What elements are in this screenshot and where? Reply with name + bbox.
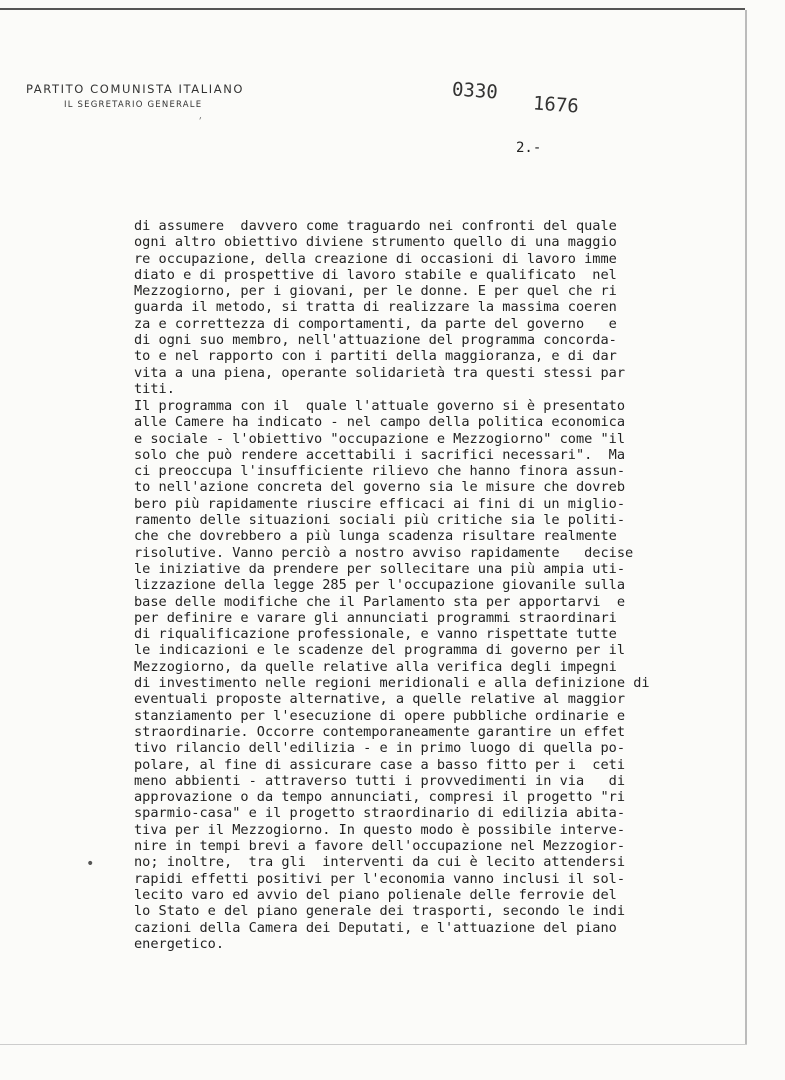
text-line: di riqualificazione professionale, e vanno rispettate tutte xyxy=(134,626,617,643)
text-line: no; inoltre, tra gli interventi da cui è lecito attendersi xyxy=(134,854,626,871)
text-line: di investimento nelle regioni meridionali e alla definizione di xyxy=(134,675,650,692)
text-line: base delle modifiche che il Parlamento sta per apportarvi e xyxy=(134,593,626,610)
text-line: eventuali proposte alternative, a quelle relative al maggior xyxy=(134,691,626,708)
text-line: solo che può rendere accettabili i sacrifici necessari". Ma xyxy=(134,446,626,463)
text-line: stanziamento per l'esecuzione di opere pubbliche ordinarie e xyxy=(134,707,626,724)
paragraph-2 xyxy=(134,398,734,952)
text-line: approvazione o da tempo annunciati, compresi il progetto "ri xyxy=(134,789,626,806)
text-line: lo Stato e del piano generale dei trasporti, secondo le indi xyxy=(134,903,626,920)
text-line: le indicazioni e le scadenze del programma di governo per il xyxy=(134,642,626,659)
text-line: di assumere davvero come traguardo nei confronti del quale xyxy=(134,218,617,234)
text-line: energetico. xyxy=(134,935,225,952)
text-line: alle Camere ha indicato - nel campo della politica economica xyxy=(134,414,626,431)
pen-mark: ´ xyxy=(195,115,207,130)
letterhead-party: PARTITO COMUNISTA ITALIANO xyxy=(26,82,245,96)
bottom-page-edge xyxy=(0,1044,747,1045)
text-line: che che dovrebbero a più lunga scadenza risultare realmente xyxy=(134,528,617,545)
text-line: to nell'azione concreta del governo sia le misure che dovreb xyxy=(134,479,626,496)
text-line: re occupazione, della creazione di occasioni di lavoro imme xyxy=(134,250,617,267)
text-line: za e correttezza di comportamenti, da parte del governo e xyxy=(134,315,617,332)
text-line: titi. xyxy=(134,380,175,397)
text-line: ogni altro obiettivo diviene strumento quello di una maggio xyxy=(134,234,617,251)
text-line: lecito varo ed avvio del piano polienale delle ferrovie del xyxy=(134,886,617,903)
right-page-edge xyxy=(745,10,747,1045)
text-line: guarda il metodo, si tratta di realizzare la massima coeren xyxy=(134,299,617,316)
text-line: risolutive. Vanno perciò a nostro avviso rapidamente decise xyxy=(134,544,634,561)
text-line: bero più rapidamente riuscire efficaci ai fini di un miglio- xyxy=(134,495,626,512)
text-line: vita a una piena, operante solidarietà tra questi stessi par xyxy=(134,364,626,381)
text-line: Il programma con il quale l'attuale governo si è presentato xyxy=(134,398,626,414)
paragraph-1 xyxy=(134,218,734,397)
stamp-number-1: 0330 xyxy=(451,78,499,104)
margin-mark: • xyxy=(86,856,95,872)
text-line: rapidi effetti positivi per l'economia vanno inclusi il sol- xyxy=(134,870,626,887)
text-line: tivo rilancio dell'edilizia - e in primo luogo di quella po- xyxy=(134,740,626,757)
text-line: di ogni suo membro, nell'attuazione del programma concorda- xyxy=(134,332,617,349)
text-line: straordinarie. Occorre contemporaneamente garantire un effet xyxy=(134,723,626,740)
text-line: Mezzogiorno, da quelle relative alla verifica degli impegni xyxy=(134,658,617,675)
page-number: 2.- xyxy=(516,140,542,156)
text-line: nire in tempi brevi a favore dell'occupazione nel Mezzogior- xyxy=(134,838,626,855)
text-line: e sociale - l'obiettivo "occupazione e Mezzogiorno" come "il xyxy=(134,430,626,447)
letterhead-secretary: IL SEGRETARIO GENERALE xyxy=(64,100,203,110)
text-line: to e nel rapporto con i partiti della maggioranza, e di dar xyxy=(134,348,617,365)
text-line: tiva per il Mezzogiorno. In questo modo è possibile interve- xyxy=(134,821,626,838)
text-line: le iniziative da prendere per sollecitare una più ampia uti- xyxy=(134,560,626,577)
text-line: diato e di prospettive di lavoro stabile e qualificato nel xyxy=(134,266,617,283)
top-border-line xyxy=(0,8,745,10)
text-line: polare, al fine di assicurare case a basso fitto per i ceti xyxy=(134,756,626,773)
text-line: ci preoccupa l'insufficiente rilievo che hanno finora assun- xyxy=(134,463,626,480)
stamp-number-2: 1676 xyxy=(532,92,580,118)
text-line: Mezzogiorno, per i giovani, per le donne. E per quel che ri xyxy=(134,283,617,300)
text-line: meno abbienti - attraverso tutti i provvedimenti in via di xyxy=(134,772,626,789)
text-line: cazioni della Camera dei Deputati, e l'attuazione del piano xyxy=(134,919,617,936)
text-line: per definire e varare gli annunciati programmi straordinari xyxy=(134,609,617,626)
text-line: lizzazione della legge 285 per l'occupazione giovanile sulla xyxy=(134,577,626,594)
text-line: sparmio-casa" e il progetto straordinario di edilizia abita- xyxy=(134,805,626,822)
text-line: ramento delle situazioni sociali più critiche sia le politi- xyxy=(134,512,626,529)
